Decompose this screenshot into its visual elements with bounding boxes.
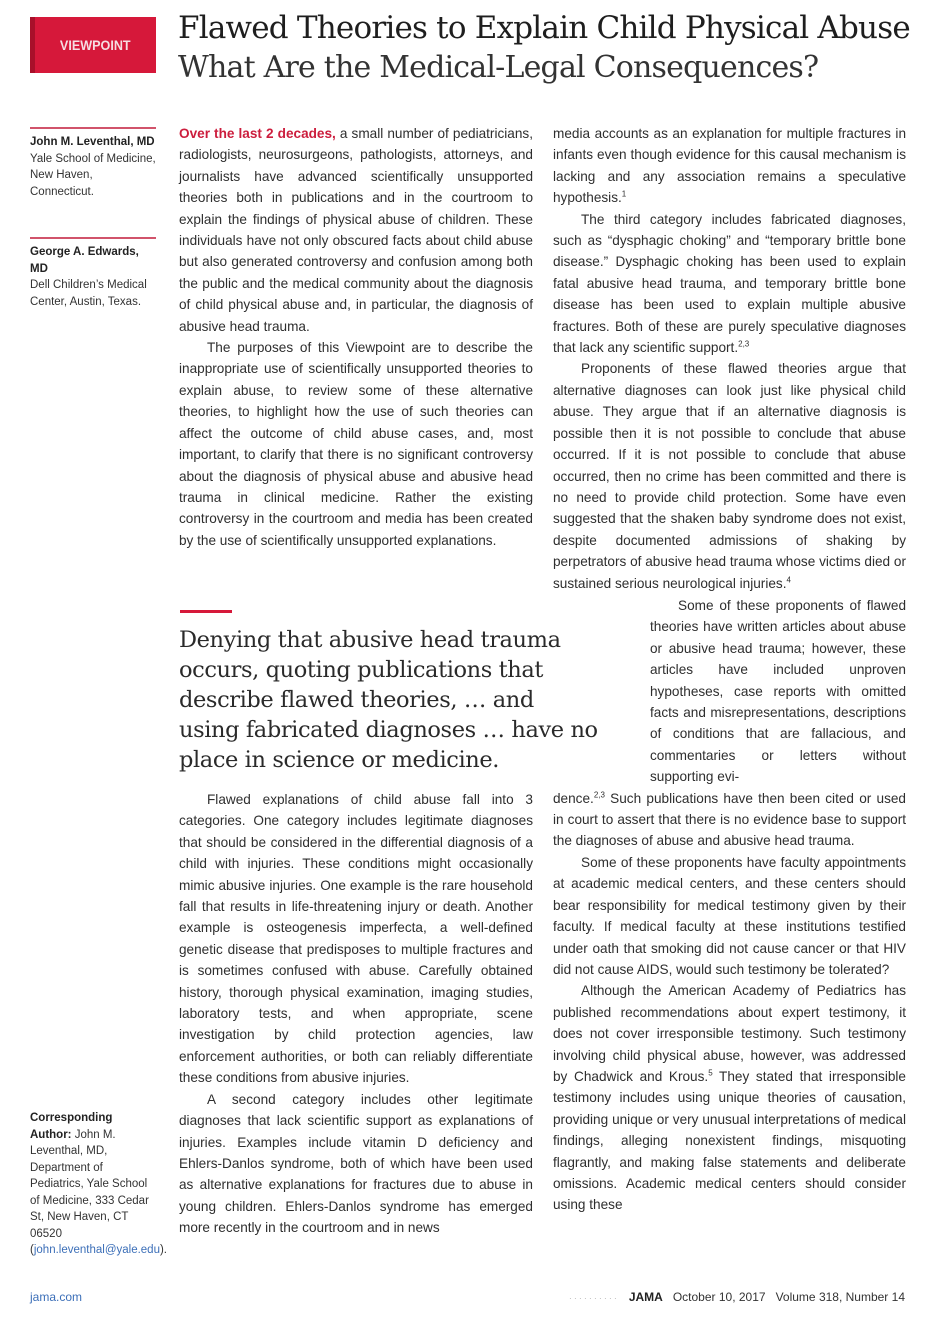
paragraph-text: Proponents of these flawed theories argue that alternative diagnoses can look just like physical child abuse. They argue that if an alternative diagnosis is possible then it is not possible to conclude that abuse occurred. If it is not possible to conclude that abuse occurred, then no crime has been committed and there is no need to provide child protection. Some have even suggested that the shaken baby syndrome does not exist, despite documented admissions of shaking by perpetrators of abusive head trauma whose victims died or sustained serious neurological injuries. [553,361,906,591]
pullquote-rule [180,610,232,613]
paragraph [179,123,533,337]
column-2-top [553,123,906,594]
paragraph: Some of these proponents have faculty appointments at academic medical centers, and these centers should bear responsibility for medical testimony given by their faculty. If medical faculty at these institutions testified under oath that smoking did not cause cancer or that HIV did not cause AIDS, would such testimony be tolerated? [553,854,906,977]
email-link[interactable]: john.leventhal@yale.edu [33,1244,160,1256]
paragraph-text: They stated that irresponsible testimony includes using unique theories of causation, providing unique or very unusual interpretations of medical findings, alleging nonexistent findings, misquoting flagrantly, and making false statements and deliberate omissions. Academic medical centers should consider using these [553,1068,906,1213]
author-affiliation-2 [30,237,156,310]
paragraph-text: media accounts as an explanation for multiple fractures in infants even though evidence for this causal mechanism is lacking and any association remains a speculative hypothesis. [553,126,906,206]
paragraph [553,358,906,593]
reference[interactable]: 4 [786,575,791,584]
volume-number: Volume 318, Number 14 [775,1290,905,1304]
column-2-bottom [553,595,906,1216]
reference[interactable]: 2,3 [738,339,750,349]
corresponding-text: John M. Leventhal, MD, Department of Pediatrics, Yale School of Medicine, 333 Cedar St, New Haven, CT 06520 ( [30,1128,149,1256]
author-name: George A. Edwards, MD [30,246,139,275]
section-badge-label: VIEWPOINT [60,37,131,53]
section-badge [30,17,156,73]
pullquote: Denying that abusive head trauma occurs, quoting publications that describe flawed theories, … and using fabricated diagnoses … have no place in science or medicine. [179,627,598,773]
author-affiliation-1 [30,127,156,200]
site-link[interactable]: jama.com [30,1290,83,1304]
author-affiliation: Yale School of Medicine, New Haven, Connecticut. [30,152,156,198]
author-affiliation: Dell Children’s Medical Center, Austin, Texas. [30,279,147,308]
column-1-bottom [179,789,533,1239]
corresponding-end: ). [159,1244,167,1256]
paragraph-text: Such publications have then been cited or used in court to assert that there is no evidence base to support the diagnoses of abuse and abusive head trauma. [553,790,906,849]
paragraph-text: Although the American Academy of Pediatrics has published recommendations about expert testimony, it does not cover irresponsible testimony. Such testimony involving child physical abuse, however, was addressed by Chadwick and Krous. [553,983,906,1084]
reference[interactable]: 5 [708,1068,713,1078]
divider [30,127,156,129]
paragraph: Flawed explanations of child abuse fall into 3 categories. One category includes legitimate diagnoses that should be considered in the differential diagnosis of a child with injuries. These conditions might occasionally mimic abusive injuries. One example is the rare household fall that results in life-threatening injury or death. Another example is osteogenesis imperfecta, a well-defined genetic disease that predisposes to multiple fractures and is sometimes confused with abuse. Carefully obtained history, thorough physical examination, imaging studies, laboratory tests, and when appropriate, scene investigation by child protection agencies, law enforcement authorities, or both can reliably differentiate these conditions from abusive injuries. [179,792,533,1086]
paragraph [553,123,906,209]
lead-in: Over the last 2 decades, [179,126,336,141]
author-name: John M. Leventhal, MD [30,136,155,148]
paragraph-text: a small number of pediatricians, radiologists, neurosurgeons, pathologists, attorneys, and journalists have advanced scientifically unsupported theories both in publications and in the courtroom to explain the findings of physical abuse of children. These individuals have not only obscured facts about child abuse but also generated controversy and confusion among both the public and the medical community about the diagnosis of child physical abuse and, in particular, the diagnosis of abusive head trauma. [179,126,533,334]
divider [30,237,156,239]
footer-citation [569,1290,905,1304]
journal-name: JAMA [628,1290,663,1304]
article-subtitle: What Are the Medical-Legal Consequences? [178,50,819,85]
dotted-leader: ·········· [568,1293,619,1303]
corresponding-author [30,1110,167,1259]
column-1-top [179,123,533,551]
article-title-block [178,8,918,88]
paragraph: A second category includes other legitimate diagnoses that lack scientific support as explanations of injuries. Examples include vitamin D deficiency and Ehlers-Danlos syndrome, both of which have been used as alternative explanations for fractures due to abuse in young children. Ehlers-Danlos syndrome has emerged more recently in the courtroom and in news [179,1091,533,1236]
issue-date: October 10, 2017 [672,1290,766,1304]
paragraph [553,209,906,359]
paragraph-text: The third category includes fabricated diagnoses, such as “dysphagic choking” and “temporary brittle bone disease.” Dysphagic choking has been used to explain fatal abusive head trauma, and temporary brittle bone disease has been used to explain multiple abusive fractures. Both of these are purely speculative diagnoses that lack any scientific support. [553,211,906,356]
wrapped-paragraph [553,595,906,788]
reference[interactable]: 2,3 [593,790,605,800]
corresponding-label: Corresponding Author: [30,1112,113,1141]
paragraph-text: dence. [553,790,594,806]
paragraph: Some of these proponents of flawed theories have written articles about abuse or abusive head trauma; however, these articles have included unproven hypotheses, case reports with omitted facts and misrepresentations, descriptions of conditions that are fallacious, and commentaries or letters without supporting evi- [650,598,906,785]
article-title: Flawed Theories to Explain Child Physical Abuse [178,10,910,46]
paragraph: The purposes of this Viewpoint are to describe the inappropriate use of scientifically unsupported theories to explain abuse, to review some of these alternative theories, to highlight how the use of such theories can affect the outcome of child abuse cases, and, most important, to clarify that there is no significant controversy about the diagnosis of physical abuse and abusive head trauma in clinical medicine. Rather the existing controversy in the courtroom and media has been created by the use of scientifically unsupported explanations. [179,340,533,548]
paragraph [553,980,906,1215]
paragraph [553,788,906,852]
reference[interactable]: 1 [621,189,627,199]
